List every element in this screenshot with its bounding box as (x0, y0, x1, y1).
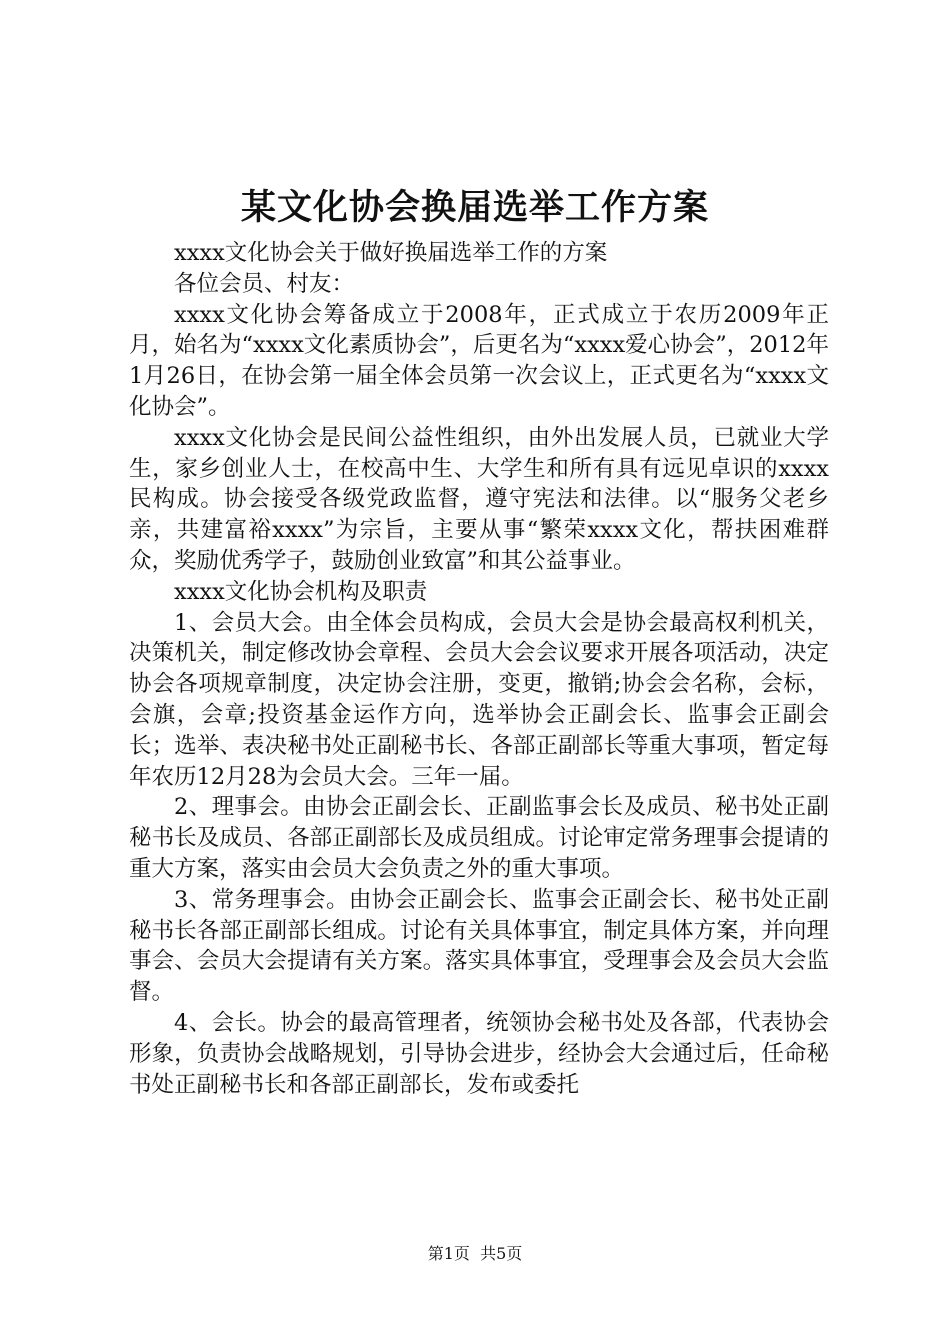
body-paragraph: 各位会员、村友： (174, 270, 355, 297)
page-number: 第1页 (427, 1244, 470, 1263)
document-body (129, 238, 829, 1100)
page-total: 共5页 (480, 1244, 523, 1263)
body-paragraph: 4、会长。协会的最高管理者，统领协会秘书处及各部，代表协会形象，负责协会战略规划，引导协会进步，经协会大会通过后，任命秘书处正副秘书长和各部正副部长，发布或委托 (129, 1009, 829, 1098)
body-paragraph: xxxx文化协会关于做好换届选举工作的方案 (174, 240, 608, 266)
body-paragraph: xxxx文化协会机构及职责 (174, 578, 428, 605)
body-paragraph: 1、会员大会。由全体会员构成，会员大会是协会最高权利机关，决策机关，制定修改协会章程、会员大会会议要求开展各项活动，决定协会各项规章制度，决定协会注册，变更，撤销;协会会名称，会标，会旗，会章;投资基金运作方向，选举协会正副会长、监事会正副会长；选举、表决秘书处正副秘书长、各部正副部长等重大事项，暂定每年农历12月28为会员大会。三年一届。 (129, 609, 829, 790)
body-paragraph: xxxx文化协会是民间公益性组织，由外出发展人员，已就业大学生，家乡创业人士，在校高中生、大学生和所有具有远见卓识的xxxx民构成。协会接受各级党政监督，遵守宪法和法律。以“服务父老乡亲，共建富裕xxxx”为宗旨，主要从事“繁荣xxxx文化，帮扶困难群众，奖励优秀学子，鼓励创业致富”和其公益事业。 (129, 424, 829, 574)
body-paragraph: 2、理事会。由协会正副会长、正副监事会长及成员、秘书处正副秘书长及成员、各部正副部长及成员组成。讨论审定常务理事会提请的重大方案，落实由会员大会负责之外的重大事项。 (129, 794, 829, 882)
page-footer (0, 1243, 950, 1265)
body-paragraph: 3、常务理事会。由协会正副会长、监事会正副会长、秘书处正副秘书长各部正副部长组成。讨论有关具体事宜，制定具体方案，并向理事会、会员大会提请有关方案。落实具体事宜，受理事会及会员大会监督。 (129, 886, 829, 1006)
document-title: 某文化协会换届选举工作方案 (240, 188, 709, 228)
body-paragraph: xxxx文化协会筹备成立于2008年，正式成立于农历2009年正月，始名为“xxxx文化素质协会”，后更名为“xxxx爱心协会”，2012年1月26日，在协会第一届全体会员第一次会议上，正式更名为“xxxx文化协会”。 (129, 301, 829, 420)
